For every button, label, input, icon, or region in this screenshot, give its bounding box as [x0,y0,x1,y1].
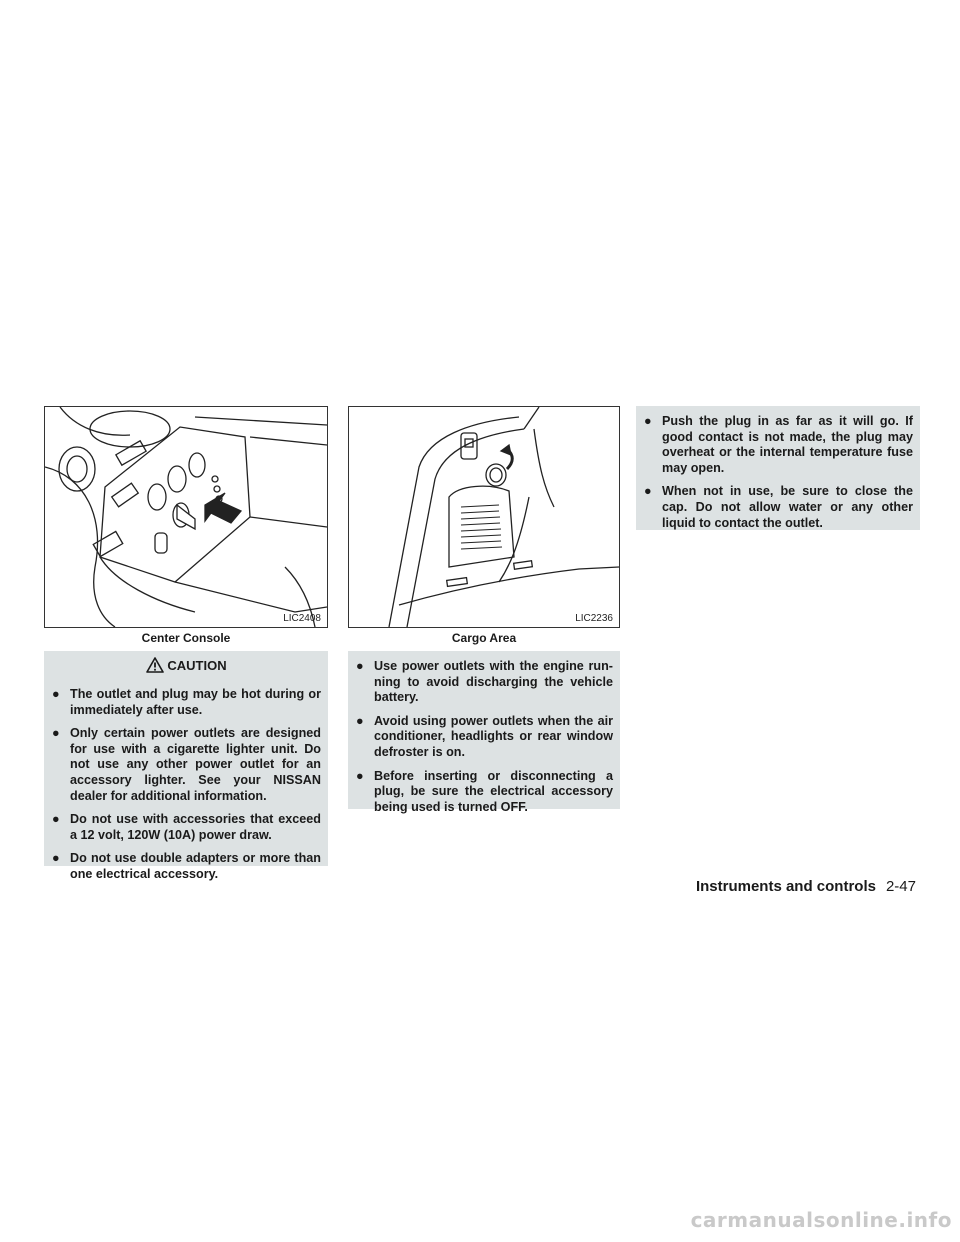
page-number: 2-47 [885,878,916,895]
caution-box [44,651,328,881]
watermark: carmanualsonline.info [690,1208,952,1232]
bullet-icon: ● [356,768,364,783]
bullet-icon: ● [356,713,364,728]
bullet-icon: ● [52,851,60,866]
list-item: ● Use power outlets with the engine run- ning to avoid discharging the vehicle battery. [356,659,613,705]
caution-heading [52,657,321,675]
caution-title: CAUTION [167,658,227,673]
list-item: ● Do not use double adapters or more than one electrical accessory. [52,851,321,881]
bullet-icon: ● [644,414,652,428]
list-item: ● Only certain power outlets are designed for use with a cigarette lighter unit. Do not use any other power outlet for an accessory lighter. See your NISSAN dealer for additional information. [52,726,321,803]
bullet-icon: ● [356,659,364,673]
figure-center-console [44,406,328,628]
bullet-icon: ● [52,812,60,827]
caution-list [644,414,913,531]
bullet-icon: ● [52,726,60,741]
figure-cargo-area [348,406,620,628]
list-item: ● When not in use, be sure to close the cap. Do not allow water or any other liquid to contact the outlet. [644,484,913,530]
caution-box-continued [348,651,620,814]
warning-icon [146,657,164,673]
bullet-icon: ● [644,484,652,499]
cargo-area-illustration [349,407,619,627]
list-item: ● The outlet and plug may be hot during or immediately after use. [52,687,321,717]
section-title: Instruments and controls [695,878,876,895]
page-footer [696,878,916,895]
list-item: ● Do not use with accessories that exceed a 12 volt, 120W (10A) power draw. [52,812,321,842]
bullet-icon: ● [52,687,60,701]
center-console-illustration [45,407,327,627]
figure-caption: Center Console [141,631,231,645]
list-item: ● Avoid using power outlets when the air conditioner, headlights or rear window defroster is on. [356,713,613,759]
figure-caption: Cargo Area [451,631,517,645]
figure-code: LIC2236 [575,613,613,624]
caution-box-continued-2 [636,406,920,530]
figure-code: LIC2408 [283,613,321,624]
list-item: ● Before inserting or disconnecting a plug, be sure the electrical accessory being used is turned OFF. [356,768,613,814]
caution-list [52,687,321,883]
caution-list [356,659,613,815]
list-item: ● Push the plug in as far as it will go. If good contact is not made, the plug may overheat or the internal temperature fuse may open. [644,414,913,475]
